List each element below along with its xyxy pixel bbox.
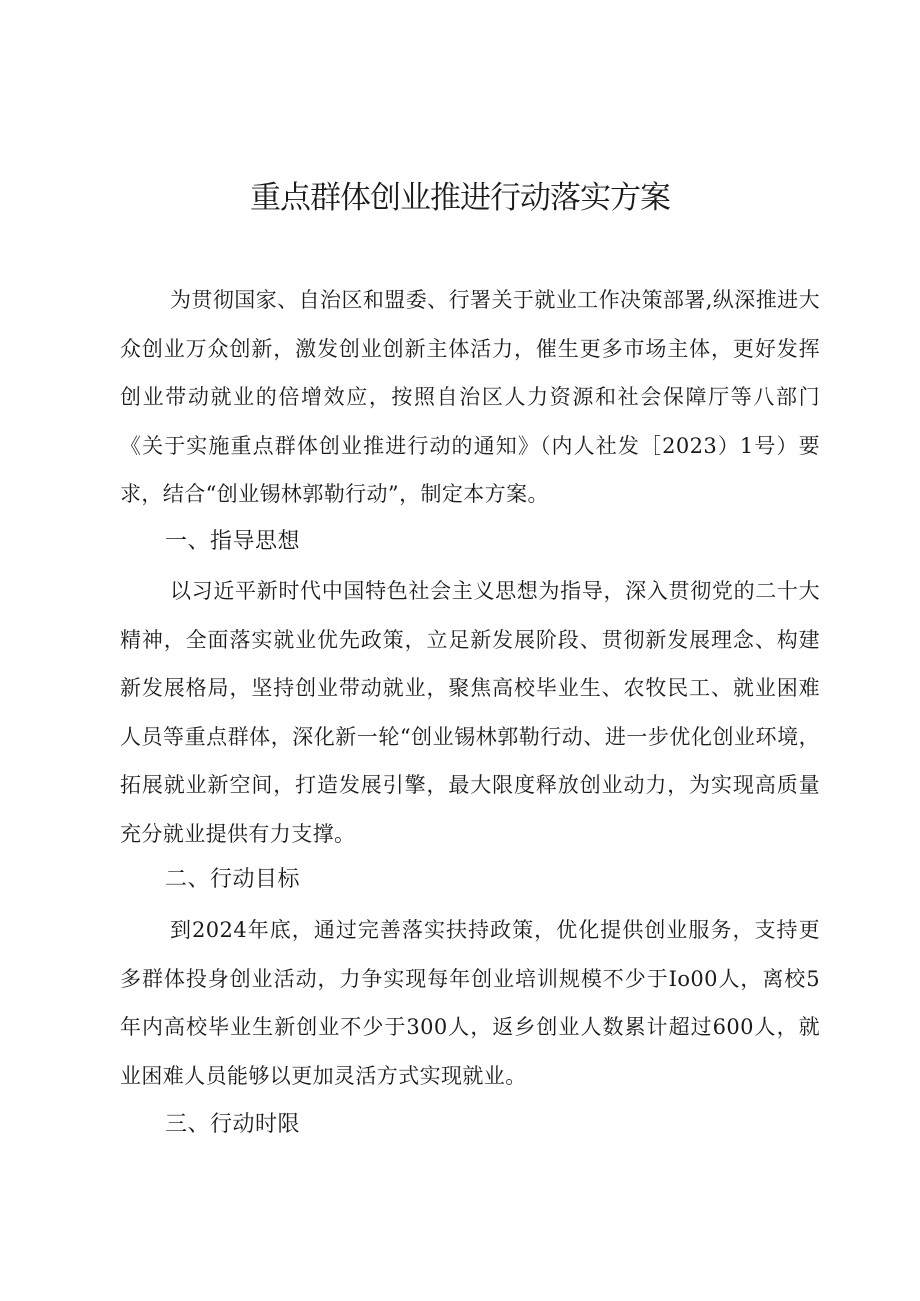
section-body-action-goals: 到2024年底，通过完善落实扶持政策，优化提供创业服务，支持更多群体投身创业活动，力争实现每年创业培训规模不少于Io00人，离校5年内高校毕业生新创业不少于300人，返乡创业人数累计超过600人，就业困难人员能够以更加灵活方式实现就业。 [120, 918, 820, 1088]
section-heading-action-timeline: 三、行动时限 [165, 1112, 301, 1137]
section-heading-guiding-thought: 一、指导思想 [165, 529, 301, 554]
document-title: 重点群体创业推进行动落实方案 [250, 180, 670, 216]
section-body-guiding-thought: 以习近平新时代中国特色社会主义思想为指导，深入贯彻党的二十大精神，全面落实就业优先政策，立足新发展阶段、贯彻新发展理念、构建新发展格局，坚持创业带动就业，聚焦高校毕业生、农牧民工、就业困难人员等重点群体，深化新一轮“创业锡林郭勒行动、进一步优化创业环境，拓展就业新空间，打造发展引擎，最大限度释放创业动力，为实现高质量充分就业提供有力支撑。 [120, 579, 820, 846]
intro-paragraph: 为贯彻国家、自治区和盟委、行署关于就业工作决策部署,纵深推进大众创业万众创新，激发创业创新主体活力，催生更多市场主体，更好发挥创业带动就业的倍增效应，按照自治区人力资源和社会保障厅等八部门《关于实施重点群体创业推进行动的通知》（内人社发［2023）1号）要求，结合“创业锡林郭勒行动”，制定本方案。 [120, 288, 820, 507]
section-heading-action-goals: 二、行动目标 [165, 867, 301, 892]
